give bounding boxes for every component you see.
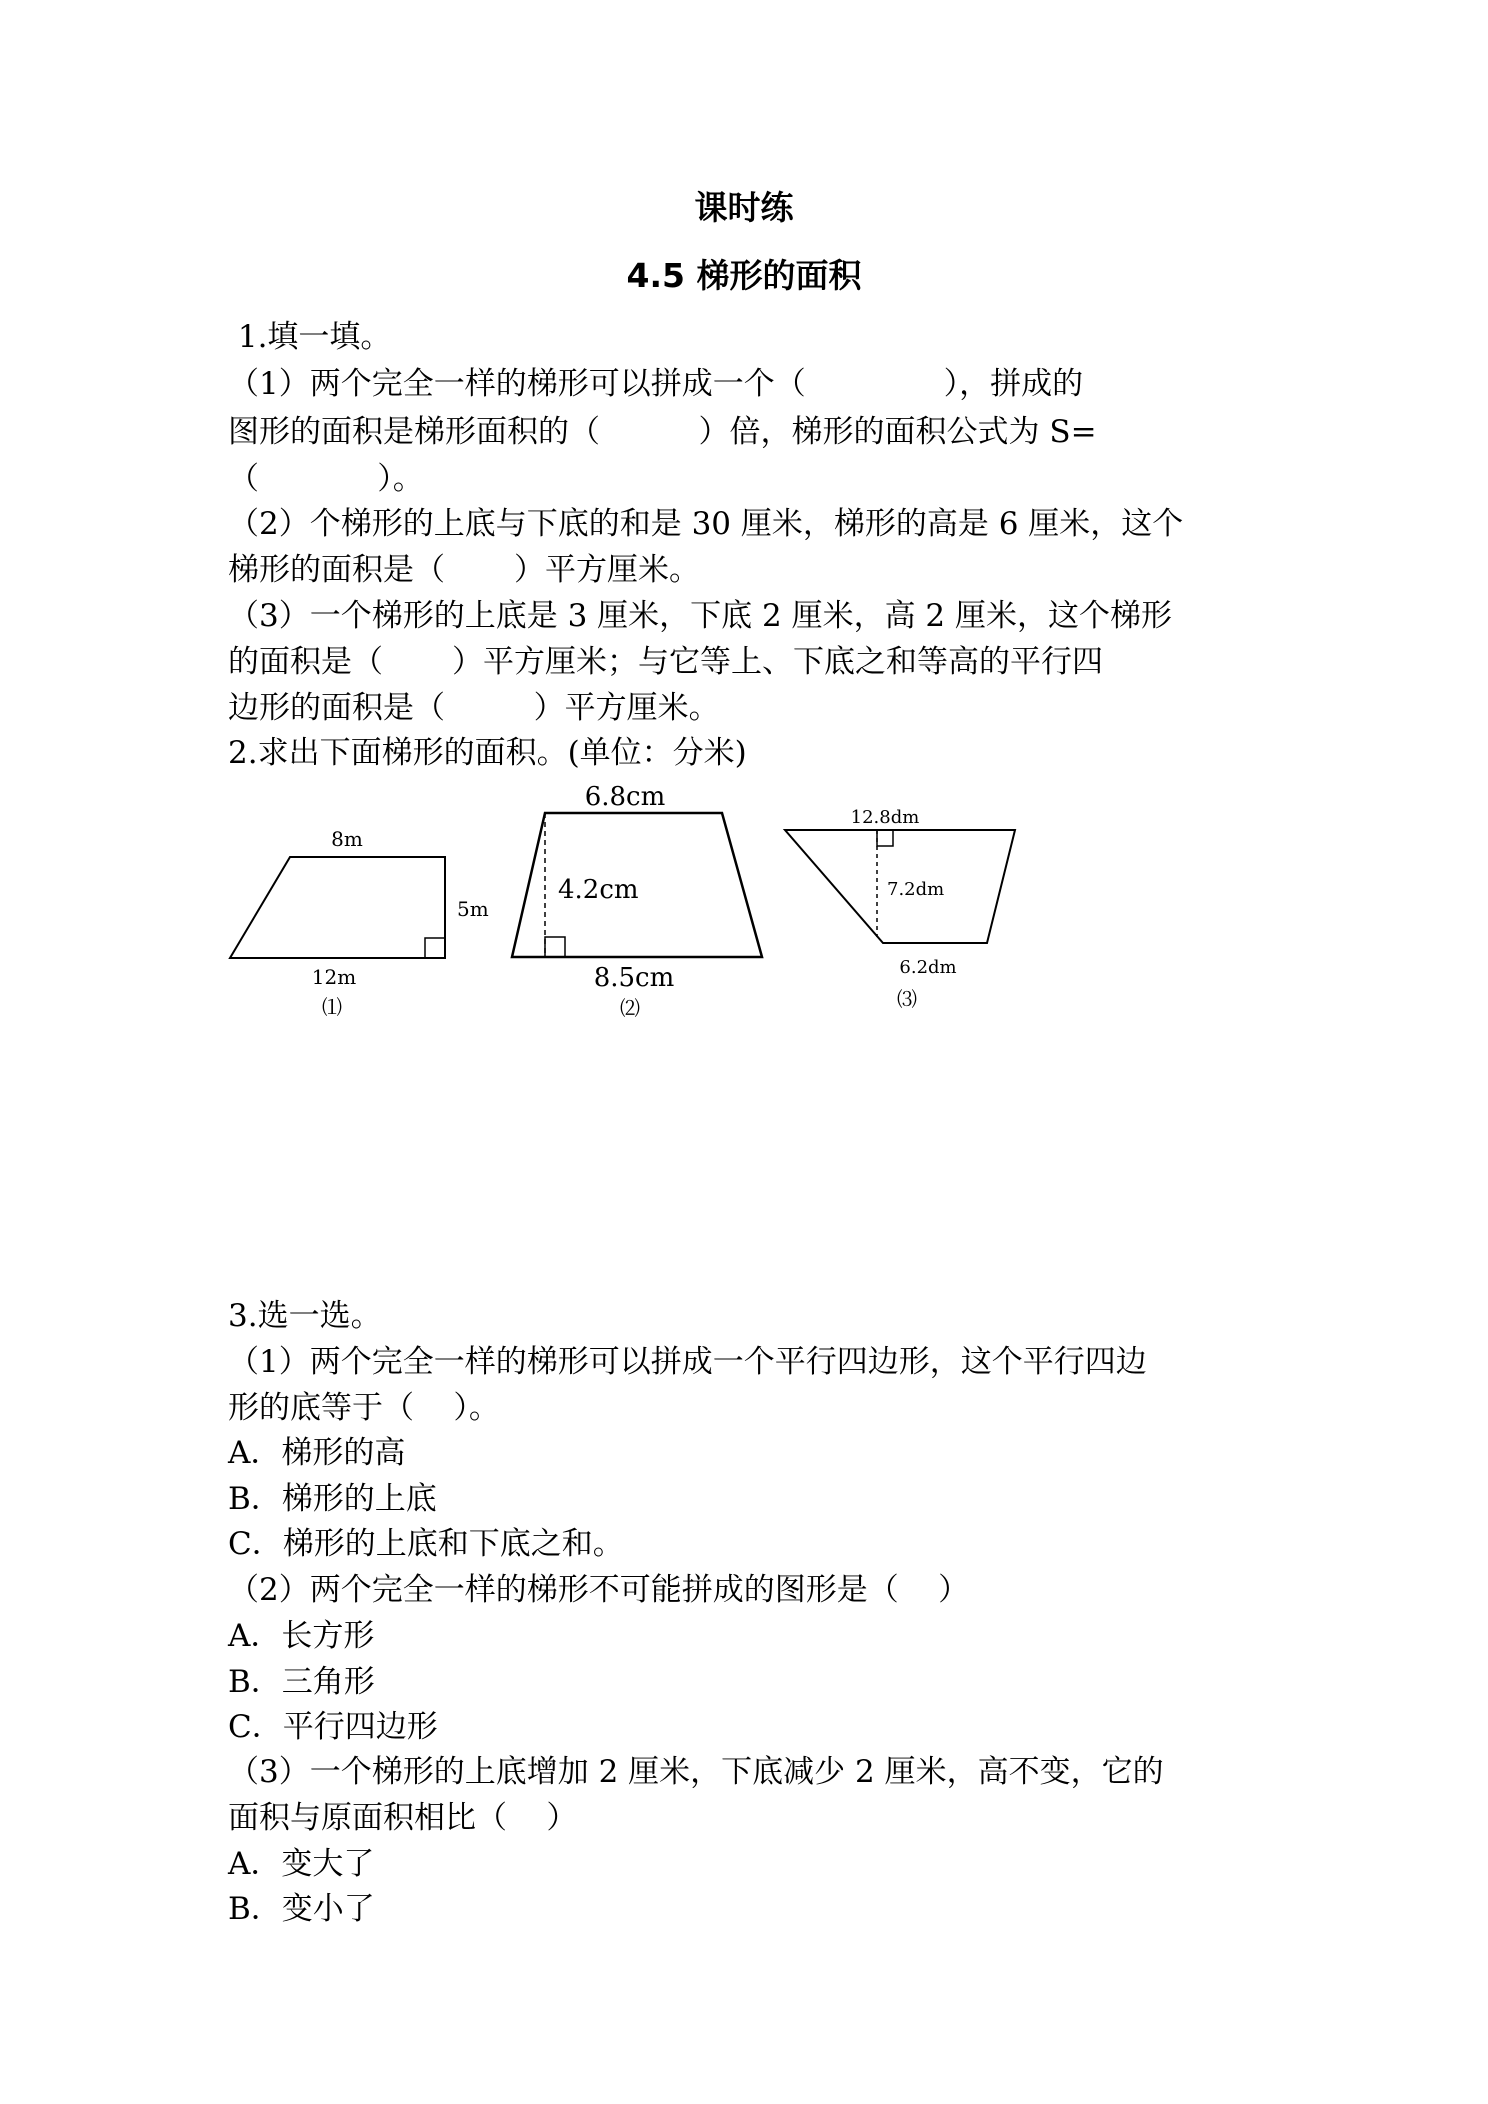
fig3-bottom-label: 6.2dm	[899, 957, 957, 978]
page-title: 课时练	[694, 188, 794, 227]
fig1-caption: ⑴	[322, 995, 342, 1019]
trapezoid-figure-2	[500, 775, 780, 1035]
q1-p2-line1: （2）个梯形的上底与下底的和是 30 厘米，梯形的高是 6 厘米，这个	[228, 506, 1184, 542]
q3-p1-line2: 形的底等于（ ）。	[228, 1390, 500, 1426]
q3-p2-option-a: A．长方形	[228, 1618, 375, 1654]
fig1-bottom-label: 12m	[311, 965, 357, 989]
fig2-caption: ⑵	[620, 996, 640, 1020]
q1-p1-line1: （1）两个完全一样的梯形可以拼成一个（ ），拼成的	[228, 366, 1084, 402]
page-subtitle: 4.5 梯形的面积	[626, 256, 862, 295]
q3-p3-line2: 面积与原面积相比（ ）	[228, 1800, 578, 1836]
q1-p3-line3: 边形的面积是（ ）平方厘米。	[228, 690, 720, 726]
q3-p2-option-c: C．平行四边形	[228, 1709, 438, 1745]
q3-p3-option-a: A．变大了	[228, 1846, 375, 1882]
fig1-side-label: 5m	[457, 897, 489, 921]
q3-p3-line1: （3）一个梯形的上底增加 2 厘米，下底减少 2 厘米，高不变，它的	[228, 1754, 1164, 1790]
q3-p1-option-b: B．梯形的上底	[228, 1481, 437, 1517]
q1-p1-line3: （ ）。	[228, 461, 424, 497]
fig2-top-label: 6.8cm	[584, 782, 666, 812]
q3-p3-option-b: B．变小了	[228, 1891, 375, 1927]
q1-p3-line1: （3）一个梯形的上底是 3 厘米，下底 2 厘米，高 2 厘米，这个梯形	[228, 598, 1173, 634]
fig1-top-label: 8m	[331, 827, 363, 851]
fig3-top-label: 12.8dm	[850, 807, 920, 828]
fig3-caption: ⑶	[897, 987, 917, 1011]
q1-heading: 1.填一填。	[228, 319, 392, 355]
fig2-height-label: 4.2cm	[558, 875, 639, 905]
fig3-height-label: 7.2dm	[887, 879, 945, 900]
trapezoid-figure-3	[775, 795, 1045, 1035]
trapezoid-figure-1	[220, 810, 500, 1030]
q1-p1-line2: 图形的面积是梯形面积的（ ）倍，梯形的面积公式为 S=	[228, 414, 1097, 450]
fig2-bottom-label: 8.5cm	[593, 963, 675, 993]
q1-p3-line2: 的面积是（ ）平方厘米；与它等上、下底之和等高的平行四	[228, 644, 1103, 680]
q3-p2-line1: （2）两个完全一样的梯形不可能拼成的图形是（ ）	[228, 1572, 970, 1608]
q3-heading: 3.选一选。	[228, 1298, 382, 1334]
q2-heading: 2.求出下面梯形的面积。(单位：分米)	[228, 735, 747, 771]
q3-p2-option-b: B．三角形	[228, 1664, 375, 1700]
q1-p2-line2: 梯形的面积是（ ）平方厘米。	[228, 552, 700, 588]
q3-p1-option-a: A．梯形的高	[228, 1435, 406, 1471]
q3-p1-line1: （1）两个完全一样的梯形可以拼成一个平行四边形，这个平行四边	[228, 1344, 1147, 1380]
q3-p1-option-c: C．梯形的上底和下底之和。	[228, 1526, 624, 1562]
